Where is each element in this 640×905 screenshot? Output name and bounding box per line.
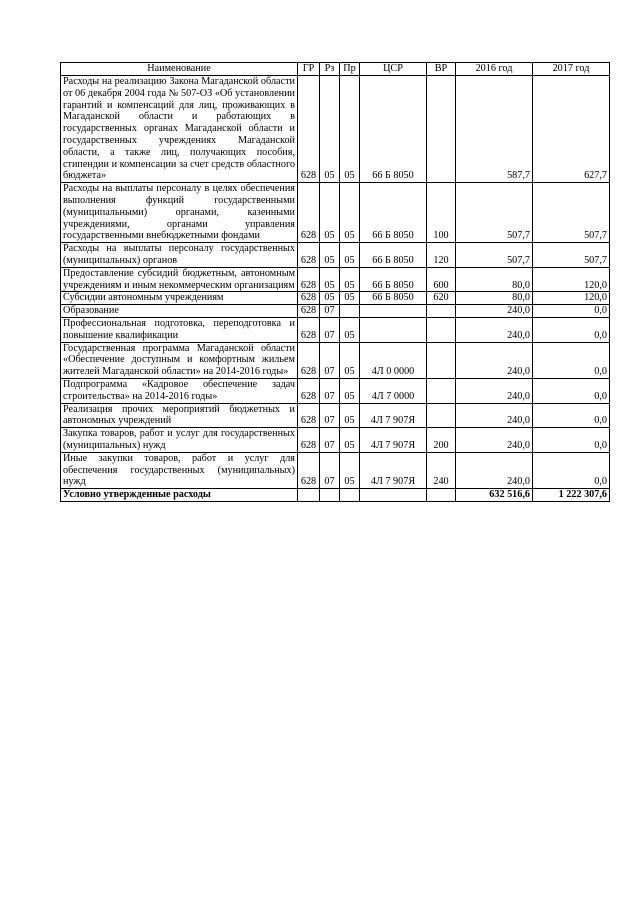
row-rz: 07	[320, 305, 340, 318]
table-row	[61, 305, 610, 318]
row-name: Расходы на выплаты персоналу государственных (муниципальных) органов	[61, 243, 298, 268]
header-pr: Пр	[340, 63, 360, 76]
row-name: Реализация прочих мероприятий бюджетных и автономных учреждений	[61, 403, 298, 428]
row-2016: 240,0	[456, 403, 533, 428]
total-vr	[427, 489, 456, 502]
row-csr: 4Л 7 907Я	[360, 452, 427, 488]
row-gr: 628	[298, 183, 320, 243]
header-name: Наименование	[61, 63, 298, 76]
row-pr: 05	[340, 243, 360, 268]
total-name: Условно утвержденные расходы	[61, 489, 298, 502]
row-gr: 628	[298, 76, 320, 183]
row-vr: 200	[427, 428, 456, 453]
row-vr: 120	[427, 243, 456, 268]
row-pr	[340, 305, 360, 318]
row-vr	[427, 378, 456, 403]
row-rz: 07	[320, 317, 340, 342]
row-rz: 05	[320, 76, 340, 183]
table-row	[61, 428, 610, 453]
row-gr: 628	[298, 428, 320, 453]
header-2016: 2016 год	[456, 63, 533, 76]
row-csr: 66 Б 8050	[360, 76, 427, 183]
row-name: Расходы на реализацию Закона Магаданской области от 06 декабря 2004 года № 507-ОЗ «Об установлении гарантий и компенсаций для лиц, проживающих в Магаданской области и работающих в государственных органах Магаданской области и государственных учреждениях Магаданской области, а также лиц, получающих пособия, стипендии и компенсации за счет средств областного бюджета»	[61, 76, 298, 183]
table-row	[61, 317, 610, 342]
row-gr: 628	[298, 292, 320, 305]
row-2016: 507,7	[456, 243, 533, 268]
row-gr: 628	[298, 267, 320, 292]
table-row	[61, 292, 610, 305]
row-rz: 05	[320, 243, 340, 268]
row-vr: 620	[427, 292, 456, 305]
row-csr: 4Л 0 0000	[360, 342, 427, 378]
row-csr: 66 Б 8050	[360, 267, 427, 292]
row-csr: 66 Б 8050	[360, 243, 427, 268]
row-gr: 628	[298, 243, 320, 268]
row-2017: 0,0	[533, 342, 610, 378]
row-gr: 628	[298, 305, 320, 318]
row-2016: 80,0	[456, 292, 533, 305]
row-2016: 80,0	[456, 267, 533, 292]
row-2017: 507,7	[533, 243, 610, 268]
row-vr: 600	[427, 267, 456, 292]
row-2016: 507,7	[456, 183, 533, 243]
total-2016: 632 516,6	[456, 489, 533, 502]
row-pr: 05	[340, 378, 360, 403]
row-2016: 240,0	[456, 428, 533, 453]
row-2016: 240,0	[456, 452, 533, 488]
header-csr: ЦСР	[360, 63, 427, 76]
row-name: Образование	[61, 305, 298, 318]
row-gr: 628	[298, 317, 320, 342]
total-pr	[340, 489, 360, 502]
row-rz: 05	[320, 292, 340, 305]
row-2017: 120,0	[533, 292, 610, 305]
row-2017: 0,0	[533, 403, 610, 428]
row-2017: 0,0	[533, 428, 610, 453]
row-name: Закупка товаров, работ и услуг для государственных (муниципальных) нужд	[61, 428, 298, 453]
row-vr	[427, 317, 456, 342]
row-2016: 240,0	[456, 317, 533, 342]
row-name: Подпрограмма «Кадровое обеспечение задач строительства» на 2014-2016 годы»	[61, 378, 298, 403]
row-vr	[427, 76, 456, 183]
row-vr	[427, 305, 456, 318]
row-vr	[427, 342, 456, 378]
row-name: Иные закупки товаров, работ и услуг для обеспечения государственных (муниципальных) нужд	[61, 452, 298, 488]
row-name: Государственная программа Магаданской области «Обеспечение доступным и комфортным жильем жителей Магаданской области» на 2014-2016 годы»	[61, 342, 298, 378]
row-pr: 05	[340, 292, 360, 305]
table-row	[61, 378, 610, 403]
row-csr	[360, 317, 427, 342]
row-2016: 587,7	[456, 76, 533, 183]
row-gr: 628	[298, 403, 320, 428]
row-2017: 507,7	[533, 183, 610, 243]
row-pr: 05	[340, 342, 360, 378]
table-row	[61, 267, 610, 292]
row-rz: 07	[320, 378, 340, 403]
row-vr: 100	[427, 183, 456, 243]
row-gr: 628	[298, 342, 320, 378]
row-pr: 05	[340, 183, 360, 243]
header-vr: ВР	[427, 63, 456, 76]
header-gr: ГР	[298, 63, 320, 76]
row-vr	[427, 403, 456, 428]
row-pr: 05	[340, 452, 360, 488]
header-2017: 2017 год	[533, 63, 610, 76]
row-name: Профессиональная подготовка, переподготовка и повышение квалификации	[61, 317, 298, 342]
total-gr	[298, 489, 320, 502]
row-2017: 120,0	[533, 267, 610, 292]
row-pr: 05	[340, 267, 360, 292]
row-name: Субсидии автономным учреждениям	[61, 292, 298, 305]
total-row	[61, 489, 610, 502]
row-2016: 240,0	[456, 305, 533, 318]
row-csr: 66 Б 8050	[360, 183, 427, 243]
total-rz	[320, 489, 340, 502]
row-2017: 0,0	[533, 305, 610, 318]
row-rz: 05	[320, 183, 340, 243]
row-2017: 0,0	[533, 452, 610, 488]
row-name: Расходы на выплаты персоналу в целях обеспечения выполнения функций государственными (муниципальными) органами, казенными учреждениями, органами управления государственными внебюджетными фондами	[61, 183, 298, 243]
row-pr: 05	[340, 76, 360, 183]
row-vr: 240	[427, 452, 456, 488]
row-rz: 05	[320, 267, 340, 292]
table-header-row	[61, 63, 610, 76]
row-2017: 0,0	[533, 378, 610, 403]
budget-table	[60, 62, 610, 502]
row-csr: 4Л 7 0000	[360, 378, 427, 403]
row-2016: 240,0	[456, 342, 533, 378]
table-row	[61, 76, 610, 183]
row-2017: 627,7	[533, 76, 610, 183]
table-row	[61, 403, 610, 428]
row-rz: 07	[320, 452, 340, 488]
row-pr: 05	[340, 403, 360, 428]
row-gr: 628	[298, 452, 320, 488]
row-rz: 07	[320, 342, 340, 378]
row-2017: 0,0	[533, 317, 610, 342]
row-csr: 4Л 7 907Я	[360, 428, 427, 453]
row-rz: 07	[320, 428, 340, 453]
row-pr: 05	[340, 428, 360, 453]
total-csr	[360, 489, 427, 502]
table-row	[61, 183, 610, 243]
row-rz: 07	[320, 403, 340, 428]
row-gr: 628	[298, 378, 320, 403]
table-row	[61, 243, 610, 268]
table-row	[61, 342, 610, 378]
row-csr	[360, 305, 427, 318]
table-row	[61, 452, 610, 488]
row-csr: 4Л 7 907Я	[360, 403, 427, 428]
total-2017: 1 222 307,6	[533, 489, 610, 502]
row-2016: 240,0	[456, 378, 533, 403]
row-csr: 66 Б 8050	[360, 292, 427, 305]
header-rz: Рз	[320, 63, 340, 76]
row-name: Предоставление субсидий бюджетным, автономным учреждениям и иным некоммерческим организациям	[61, 267, 298, 292]
row-pr: 05	[340, 317, 360, 342]
